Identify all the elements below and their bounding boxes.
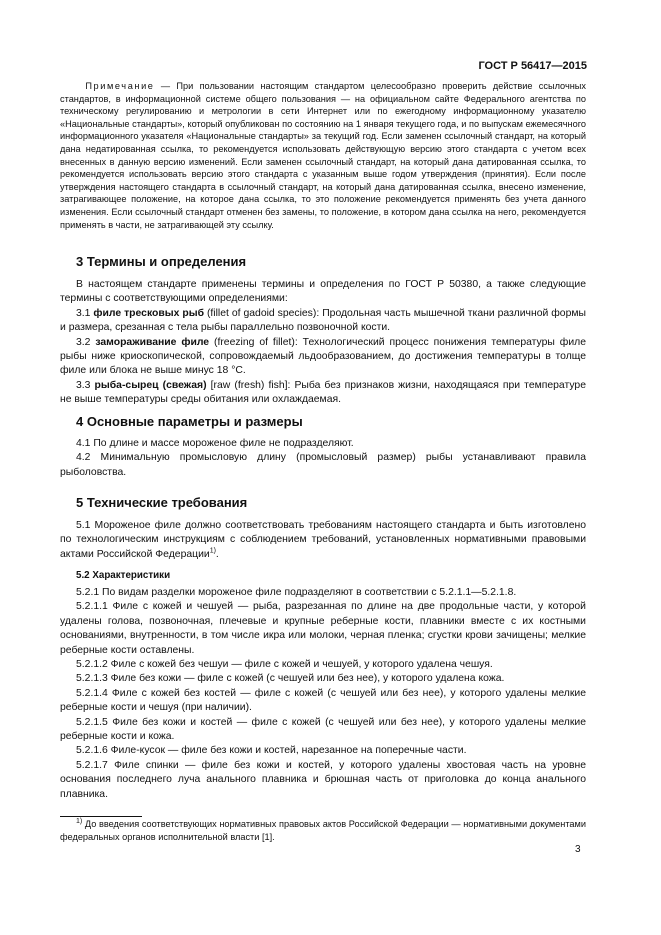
item-5-2-1-3: 5.2.1.3 Филе без кожи — филе с кожей (с чешуей или без нее), у которого удалена кожа. bbox=[76, 673, 505, 685]
term-3-2: 3.2 замораживание филе (freezing of fillet): Технологический процесс понижения температуры филе рыбы ниже криоскопической, сопровождаемый льдообразованием, до достижения температуры в толще филе или блока не выше минус 18 °С. bbox=[60, 336, 586, 377]
section-3-body bbox=[60, 278, 586, 408]
term-3-1-name: филе тресковых рыб bbox=[93, 307, 204, 319]
footnote-divider bbox=[60, 816, 142, 817]
document-code: ГОСТ Р 56417—2015 bbox=[478, 60, 587, 72]
para-5-1: 5.1 Мороженое филе должно соответствовать требованиям настоящего стандарта и быть изготовлено по технологическим инструкциям с соблюдением требований, установленных нормативными правовыми актами Российской Федерации$^{1)}$. bbox=[60, 520, 586, 560]
section-3-intro: В настоящем стандарте применены термины и определения по ГОСТ Р 50380, а также следующие термины с соответствующими определениями: bbox=[60, 279, 586, 305]
subsection-5-2-heading: 5.2 Характеристики bbox=[76, 570, 171, 581]
para-4-2: 4.2 Минимальную промысловую длину (промысловый размер) рыбы устанавливают правила рыболовства. bbox=[60, 452, 586, 478]
footnote-text: До введения соответствующих нормативных правовых актов Российской Федерации — нормативными документами федеральных органов исполнительной власти [1]. bbox=[60, 819, 586, 842]
section-4-heading: 4 Основные параметры и размеры bbox=[76, 414, 303, 429]
para-4-1: 4.1 По длине и массе мороженое филе не подразделяют. bbox=[76, 438, 354, 449]
page-number: 3 bbox=[575, 844, 581, 855]
footnote-ref: 1) bbox=[209, 547, 216, 555]
section-3-heading: 3 Термины и определения bbox=[76, 254, 247, 269]
term-3-2-name: замораживание филе bbox=[95, 336, 210, 348]
item-5-2-1-4: 5.2.1.4 Филе с кожей без костей — филе с кожей (с чешуей или без нее), у которого удалены мелкие реберные кости и чешуя (при наличии). bbox=[60, 687, 586, 714]
section-4-body bbox=[60, 437, 586, 480]
term-3-1: 3.1 филе тресковых рыб (fillet of gadoid species): Продольная часть мышечной ткани различной формы и размера, срезанная с тела рыбы параллельно позвоночной кости. bbox=[60, 307, 586, 334]
footnote-mark: 1) bbox=[76, 817, 83, 825]
item-5-2-1-7: 5.2.1.7 Филе спинки — филе без кожи и костей, у которого удалены хвостовая часть на уровне основания последнего луча анального плавника и брюшная часть от приголовка до конца анального плавника. bbox=[60, 759, 586, 800]
note-paragraph bbox=[60, 80, 586, 231]
section-5-2-body bbox=[60, 586, 586, 802]
term-3-3: 3.3 рыба-сырец (свежая) [raw (fresh) fish]: Рыба без признаков жизни, находящаяся при температуре не выше температуры среды обитания или охлаждаемая. bbox=[60, 379, 586, 406]
item-5-2-1-6: 5.2.1.6 Филе-кусок — филе без кожи и костей, нарезанное на поперечные части. bbox=[76, 745, 467, 757]
note-text: — При пользовании настоящим стандартом целесообразно проверить действие ссылочных стандартов, в информационной системе общего пользования — на официальном сайте Федерального агентства по техническому регулированию и метрологии в сети Интернет или по ежегодному информационному указателю «Национальные стандарты», который опубликован по состоянию на 1 января текущего года, и по выпускам ежемесячного информационного указателя «Национальные стандарты» за текущий год. Если заменен ссылочный стандарт, на который дана недатированная ссылка, то рекомендуется использовать действующую версию этого стандарта с учетом всех внесенных в данную версию изменений. Если заменен ссылочный стандарт, на который дана датированная ссылка, то рекомендуется использовать версию этого стандарта с указанным выше годом утверждения (принятия). Если после утверждения настоящего стандарта в ссылочный стандарт, на который дана датированная ссылка, внесено изменение, затрагивающее положение, на которое дана ссылка, то это положение рекомендуется применять без учета данного изменения. Если ссылочный стандарт отменен без замены, то положение, в котором дана ссылка на него, рекомендуется применять в части, не затрагивающей эту ссылку. bbox=[60, 81, 586, 230]
term-3-3-name: рыба-сырец (свежая) bbox=[94, 379, 207, 391]
section-5-heading: 5 Технические требования bbox=[76, 495, 248, 510]
footnote bbox=[60, 818, 586, 843]
item-5-2-1-1: 5.2.1.1 Филе с кожей и чешуей — рыба, разрезанная по длине на две продольные части, у которой удалены голова, позвоночная, плечевые и крупные реберные кости, плавники вместе с их костными основаниями, внутренности, в том числе икра или молоки, черная пленка; сгустки крови зачищены; мелкие реберные кости оставлены. bbox=[60, 601, 586, 656]
section-5-intro bbox=[60, 519, 586, 562]
item-5-2-1-5: 5.2.1.5 Филе без кожи и костей — филе с кожей (с чешуей или без нее), у которого удалены мелкие реберные кости и кожа. bbox=[60, 716, 586, 743]
note-label: Примечание bbox=[85, 81, 155, 91]
item-5-2-1: 5.2.1 По видам разделки мороженое филе подразделяют в соответствии с 5.2.1.1—5.2.1.8. bbox=[76, 587, 517, 598]
item-5-2-1-2: 5.2.1.2 Филе с кожей без чешуи — филе с кожей и чешуей, у которого удалена чешуя. bbox=[76, 659, 493, 671]
